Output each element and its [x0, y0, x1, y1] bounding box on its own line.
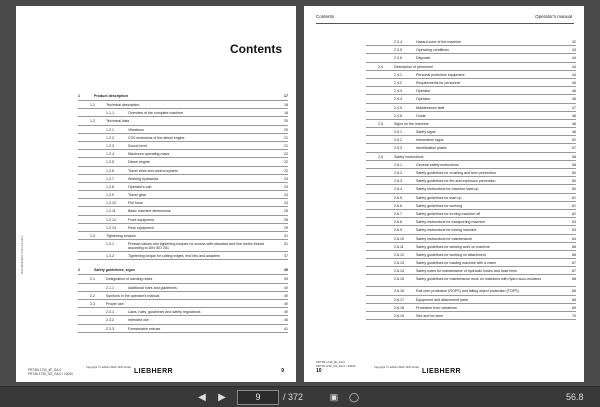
toc-entry[interactable]: [366, 267, 576, 275]
toc-entry-page: 63: [572, 228, 576, 233]
toc-entry-page: 41: [284, 326, 288, 331]
toc-entry[interactable]: [366, 177, 576, 185]
toc-entry-number: 2.4.1: [394, 72, 402, 77]
toc-entry[interactable]: [78, 101, 288, 109]
toc-entry-page: 39: [284, 277, 288, 282]
toc-entry[interactable]: [366, 169, 576, 177]
toc-entry[interactable]: [366, 95, 576, 103]
toc-entry-page: 60: [572, 179, 576, 184]
toc-entry-page: 20: [284, 119, 288, 124]
previous-page-icon[interactable]: ◀: [198, 392, 206, 403]
next-page-icon[interactable]: ▶: [218, 392, 226, 403]
toc-entry[interactable]: [366, 144, 576, 152]
liebherr-logo: LIEBHERR: [422, 368, 461, 375]
toc-entry[interactable]: [78, 224, 288, 232]
toc-entry-number: 1.2.13: [106, 225, 116, 230]
toc-entry[interactable]: [78, 275, 288, 283]
toc-entry[interactable]: [366, 87, 576, 95]
toc-entry[interactable]: [78, 240, 288, 252]
toc-entry[interactable]: [78, 142, 288, 150]
toc-entry[interactable]: [78, 308, 288, 316]
toc-entry[interactable]: [78, 316, 288, 324]
toc-entry-number: 2: [78, 268, 80, 273]
page-number-input[interactable]: 9: [237, 390, 279, 405]
toc-entry-number: 1.1.1: [106, 111, 114, 116]
toc-entry-title: Maximum operating mass: [128, 152, 170, 157]
toc-entry[interactable]: [78, 292, 288, 300]
toc-entry-page: 67: [572, 261, 576, 266]
toc-entry-number: 2.4.3: [394, 89, 402, 94]
toc-entry-page: 23: [284, 184, 288, 189]
toc-entry-page: 58: [572, 154, 576, 159]
toc-entry-title: Information signs: [416, 138, 444, 143]
viewer-toolbar: [0, 386, 600, 407]
toc-entry-title: Symbols in the operator's manual: [106, 293, 160, 298]
footer-code: PR736i-1730_4F_GA.0 PR736-1730_GS_GA.0 / 10034: [28, 368, 73, 376]
toc-entry-title: Technical description: [106, 103, 140, 107]
toc-entry-number: 2.3.6: [394, 56, 402, 61]
footer-code: PR736i-1730_4F_GA.0 PR736-1730_GS_GA.0 / 10034: [316, 360, 356, 368]
toc-entry-title: Overview of the complete machine: [128, 111, 184, 116]
toc-entry[interactable]: [366, 304, 576, 312]
toc-entry-number: 2.6.4: [394, 187, 402, 192]
toc-entry-page: 61: [572, 195, 576, 200]
toc-entry-page: 31: [284, 234, 288, 238]
toc-entry-number: 2.5.1: [394, 130, 402, 135]
toc-entry-title: General safety instructions: [416, 162, 459, 167]
toc-entry-title: Travel gear: [128, 193, 147, 198]
toc-entry-page: 64: [572, 236, 576, 241]
toc-entry-title: Tightening torques: [106, 234, 136, 238]
toc-entry-number: 1.2.10: [106, 201, 116, 206]
toc-entry-page: 62: [572, 211, 576, 216]
toc-entry[interactable]: [366, 243, 576, 251]
side-code: BAL/BAE/BAT 1733-01-2/01: [20, 236, 24, 274]
toc-entry-number: 1.3: [90, 234, 95, 238]
toc-entry-title: Guide: [416, 113, 426, 118]
toc-entry-number: 2.3.5: [394, 48, 402, 53]
toc-entry-number: 1.2.7: [106, 176, 114, 181]
toc-right: [366, 38, 576, 320]
toc-entry-number: 2.3.4: [394, 40, 402, 44]
toc-entry-page: 44: [572, 72, 576, 77]
toc-entry[interactable]: [78, 117, 288, 125]
toc-entry-number: 2.1: [90, 277, 95, 282]
toc-entry-number: 2.4.2: [394, 80, 402, 85]
toc-entry-number: 2.6.5: [394, 195, 402, 200]
toc-entry-number: 1.1: [90, 103, 95, 107]
toc-entry-page: 22: [284, 160, 288, 165]
toc-entry[interactable]: [366, 79, 576, 87]
toc-entry-page: 18: [284, 103, 288, 107]
toc-entry-number: 1.2.5: [106, 160, 114, 165]
toc-entry-title: Safety instructions for towing machine: [416, 228, 477, 233]
toc-entry-page: 68: [572, 277, 576, 282]
contents-title: Contents: [230, 42, 282, 56]
toc-entry[interactable]: [78, 183, 288, 191]
toc-entry-title: Personal protective equipment: [416, 72, 465, 77]
toc-entry-title: Maintenance staff: [416, 105, 445, 110]
toc-entry-number: 2.6.19: [394, 314, 404, 318]
toc-entry-number: 1.2.6: [106, 168, 114, 173]
toc-entry[interactable]: [366, 251, 576, 259]
toc-entry[interactable]: [78, 216, 288, 224]
toc-entry[interactable]: [366, 63, 576, 71]
toc-entry-title: Hazard zone of the machine: [416, 40, 461, 44]
toc-entry[interactable]: [366, 218, 576, 226]
toc-entry-title: Safety guidelines for loading machine with a crane: [416, 261, 497, 266]
toc-entry[interactable]: [78, 175, 288, 183]
toc-entry-title: See and be seen: [416, 314, 444, 318]
toc-entry-page: 25: [284, 209, 288, 214]
toc-entry-page: 61: [572, 203, 576, 208]
toc-entry[interactable]: [366, 235, 576, 243]
toc-entry-title: Safety guidelines for turning machine off: [416, 211, 481, 216]
toc-entry-title: Safety instructions for maintenance: [416, 236, 473, 241]
toc-entry-page: 63: [572, 220, 576, 225]
toc-entry-number: 2.5.2: [394, 138, 402, 143]
toc-entry-number: 2.6.6: [394, 203, 402, 208]
toc-entry[interactable]: [366, 54, 576, 62]
toc-entry-title: Safety guidelines for start up: [416, 195, 462, 200]
toc-entry-title: Proper use: [106, 301, 124, 306]
toc-entry-number: 2.4.6: [394, 113, 402, 118]
toc-entry-number: 2.6.11: [394, 244, 404, 249]
toc-entry-page: 40: [284, 301, 288, 306]
toc-entry-number: 2.5: [378, 121, 383, 126]
toc-entry-number: 2.6.1: [394, 162, 402, 167]
toc-entry[interactable]: [78, 266, 288, 275]
toc-entry-number: 1: [78, 94, 80, 98]
toc-entry-page: 40: [284, 285, 288, 290]
toc-entry[interactable]: [366, 153, 576, 161]
toc-entry-number: 2.6.16: [394, 289, 404, 294]
toc-entry-title: Protection from vibrations: [416, 305, 457, 310]
toc-entry[interactable]: [78, 191, 288, 199]
toc-entry-title: Vibrations: [128, 127, 144, 132]
toc-entry-page: 43: [572, 48, 576, 53]
toc-entry-number: 1.2.8: [106, 184, 114, 189]
toc-entry[interactable]: [78, 252, 288, 260]
toc-entry-title: Operator: [416, 89, 431, 94]
fit-page-icon[interactable]: ▣: [329, 392, 339, 402]
toc-entry-page: 48: [572, 113, 576, 118]
toc-entry-number: 1.2.12: [106, 217, 116, 222]
toc-entry[interactable]: [366, 46, 576, 54]
toc-entry[interactable]: [78, 207, 288, 215]
toc-entry-title: Safety guidelines for welding work on machine: [416, 244, 490, 249]
toc-entry[interactable]: [366, 161, 576, 169]
toc-entry[interactable]: [366, 275, 576, 287]
toc-entry[interactable]: [78, 158, 288, 166]
toc-entry-page: 31: [284, 242, 288, 247]
toc-entry-title: Laws, rules, guidelines and safety regulations: [128, 310, 201, 315]
toc-entry[interactable]: [78, 284, 288, 292]
toc-entry[interactable]: [366, 185, 576, 193]
toc-entry-title: CO2 emissions of the diesel engine: [128, 135, 185, 140]
toc-entry-title: Signs on the machine: [394, 121, 429, 126]
toc-entry-page: 48: [572, 130, 576, 135]
toc-entry-number: 2.6.15: [394, 277, 404, 282]
toc-entry-number: 1.3.2: [106, 254, 114, 259]
toc-entry-page: 45: [572, 80, 576, 85]
toc-entry-number: 2.3.2: [106, 318, 114, 323]
toc-entry-number: 2.4.5: [394, 105, 402, 110]
toc-entry-title: Rear equipment: [128, 225, 154, 230]
toc-entry-title: Technical data: [106, 119, 129, 124]
toc-entry[interactable]: [366, 38, 576, 46]
toc-entry-number: 2.2: [90, 293, 95, 298]
toc-entry-page: 44: [572, 64, 576, 69]
toc-entry[interactable]: [78, 167, 288, 175]
page-number: 9: [281, 368, 284, 374]
toc-entry-number: 2.4.4: [394, 97, 402, 102]
toc-entry-page: 58: [572, 162, 576, 167]
toc-entry-page: 23: [284, 176, 288, 181]
toc-entry-page: 46: [572, 89, 576, 94]
toc-entry-page: 39: [284, 268, 288, 273]
toc-entry-number: 1.2.4: [106, 152, 114, 157]
toc-entry[interactable]: [366, 312, 576, 320]
toc-entry-page: 18: [284, 111, 288, 116]
toc-entry-number: 2.3: [90, 301, 95, 306]
toc-entry-page: 17: [284, 94, 288, 98]
toc-entry-title: Pull force: [128, 201, 143, 206]
toc-entry-number: 2.3.1: [106, 310, 114, 315]
toc-entry-page: 42: [572, 40, 576, 44]
toc-entry-page: 29: [284, 225, 288, 230]
toc-entry-title: Safety instructions for transporting machine: [416, 220, 486, 225]
toc-entry-number: 1.3.1: [106, 242, 114, 247]
toc-entry-number: 2.6.8: [394, 220, 402, 225]
toc-entry-number: 2.3.3: [106, 326, 114, 331]
toc-entry-number: 2.1.1: [106, 285, 114, 290]
toc-entry-title: Working hydraulics: [128, 176, 159, 181]
toc-entry-page: 47: [572, 105, 576, 110]
toc-entry-page: 68: [572, 289, 576, 294]
toc-entry[interactable]: [78, 300, 288, 308]
toc-entry-title: Sound level: [128, 143, 147, 148]
toc-entry-number: 2.6.3: [394, 179, 402, 184]
toc-entry-title: Designation of warning notes: [106, 277, 153, 282]
toc-entry-number: 1.2.2: [106, 135, 114, 140]
toc-entry[interactable]: [78, 232, 288, 240]
toc-entry-number: 2.6.14: [394, 269, 404, 274]
toc-entry[interactable]: [366, 202, 576, 210]
toc-entry-number: 2.6.9: [394, 228, 402, 233]
toc-entry-page: 66: [572, 244, 576, 249]
toc-entry-number: 2.6.12: [394, 252, 404, 257]
toc-entry[interactable]: [78, 325, 288, 333]
toc-entry-title: Safety guidelines for working on attachment: [416, 252, 486, 257]
toc-entry-title: Diesel engine: [128, 160, 150, 165]
toc-entry[interactable]: [366, 259, 576, 267]
toc-entry[interactable]: [366, 120, 576, 128]
toc-entry-title: Product description: [94, 94, 128, 98]
toc-entry-title: Safety guidelines for working: [416, 203, 462, 208]
toc-entry-number: 2.6: [378, 154, 383, 159]
toc-entry-page: 46: [572, 97, 576, 102]
toc-entry-title: Operating conditions: [416, 48, 449, 53]
toc-entry-title: Safety signs: [416, 130, 436, 135]
toc-entry-title: Description of personnel: [394, 64, 433, 69]
toc-entry-page: 60: [572, 171, 576, 175]
toc-entry-page: 40: [284, 318, 288, 323]
toc-entry[interactable]: [366, 136, 576, 144]
footer-note: Copyright © Liebherr-Werk Telfs GmbH: [86, 366, 132, 369]
toc-entry-page: 24: [284, 193, 288, 198]
toc-entry-number: 1.2.11: [106, 209, 116, 214]
toc-entry[interactable]: [366, 296, 576, 304]
toc-entry-title: Travel drive and control system: [128, 168, 178, 173]
toc-entry-title: Safety guidelines, signs: [94, 268, 135, 273]
toc-entry-page: 24: [284, 201, 288, 206]
toc-entry[interactable]: [366, 194, 576, 202]
toc-entry-number: 1.2: [90, 119, 95, 124]
toc-entry-page: 68: [572, 297, 576, 302]
toc-entry-title: Safety instructions: [394, 154, 424, 159]
toc-entry-number: 2.6.7: [394, 211, 402, 216]
toc-entry-page: 67: [572, 269, 576, 274]
header-right: Operator's manual: [535, 14, 572, 19]
toc-entry-page: 22: [284, 152, 288, 157]
toc-entry-number: 1.2.9: [106, 193, 114, 198]
toc-entry-title: Additional rules and guidelines: [128, 285, 177, 290]
toc-entry-number: 2.4: [378, 64, 383, 69]
toc-entry[interactable]: [78, 199, 288, 207]
toc-entry[interactable]: [78, 134, 288, 142]
toc-entry-title: Operator's cab: [128, 184, 152, 189]
toc-entry[interactable]: [366, 104, 576, 112]
toc-entry-title: Safety instructions for machine start-up: [416, 187, 479, 192]
toc-entry-title: Intended use: [128, 318, 149, 323]
toc-entry-page: 44: [572, 56, 576, 61]
toc-entry[interactable]: [366, 128, 576, 136]
toc-entry-title: Safety guidelines for maintenance work on machines with hydro accu-mulators: [416, 277, 542, 282]
footer-note: Copyright © Liebherr-Werk Telfs GmbH: [374, 366, 420, 369]
toc-entry-number: 2.6.10: [394, 236, 404, 241]
toc-entry-page: 40: [284, 310, 288, 315]
toc-entry-title: Foreseeable misuse: [128, 326, 161, 331]
toc-entry[interactable]: [366, 226, 576, 234]
toc-entry-number: 2.5.3: [394, 146, 402, 151]
toc-entry-title: Tightening torque for cutting edges, end bits and adapters: [128, 254, 220, 259]
toc-entry[interactable]: [366, 71, 576, 79]
toc-entry[interactable]: [78, 109, 288, 117]
toc-entry[interactable]: [366, 287, 576, 295]
zoom-out-icon[interactable]: ◯: [348, 392, 360, 402]
toc-entry-page: 52: [572, 138, 576, 143]
toc-entry-title: Requirements for personnel: [416, 80, 461, 85]
toc-entry-page: 57: [572, 146, 576, 151]
toc-entry-page: 22: [284, 168, 288, 173]
toc-entry-number: 2.6.13: [394, 261, 404, 266]
toc-entry-title: Safety notes for maintenance of hydraulic hoses and hose lines: [416, 269, 517, 274]
header-left: Contents: [316, 14, 335, 19]
toc-entry-page: 60: [572, 187, 576, 192]
toc-entry-page: 21: [284, 135, 288, 140]
toc-entry-number: 1.2.1: [106, 127, 114, 132]
page-total: / 372: [283, 392, 304, 402]
toc-entry-number: 2.6.17: [394, 297, 404, 302]
page-right: [304, 6, 584, 382]
toc-entry-number: 2.6.18: [394, 305, 404, 310]
page-number: 10: [316, 368, 322, 374]
toc-entry-page: 48: [572, 121, 576, 126]
liebherr-logo: LIEBHERR: [134, 368, 173, 375]
toc-entry-title: Roll-over protection (ROPS) and falling object protection (FOPS): [416, 289, 519, 294]
toc-entry-page: 26: [284, 217, 288, 222]
toc-entry[interactable]: [366, 112, 576, 120]
toc-entry-number: 1.2.3: [106, 143, 114, 148]
toc-entry-title: Basic machine dimensions: [128, 209, 171, 214]
toc-entry[interactable]: [78, 92, 288, 101]
toc-entry-page: 69: [572, 305, 576, 310]
toc-entry-title: Identification plates: [416, 146, 447, 151]
toc-left: [78, 92, 288, 333]
toc-entry[interactable]: [78, 126, 288, 134]
zoom-level[interactable]: 56.8: [566, 392, 584, 402]
toc-entry-page: 21: [284, 143, 288, 148]
toc-entry-number: 2.6.2: [394, 171, 402, 175]
toc-entry-page: 70: [572, 314, 576, 318]
page-left: [16, 6, 296, 382]
toc-entry-title: Safety guidelines for fire and explosion prevention: [416, 179, 496, 184]
toc-entry-title: Equipment and attachment parts: [416, 297, 468, 302]
toc-entry-title: Disposal: [416, 56, 430, 61]
toc-entry-title: Preload values and tightening torques for screws with standard and fine metric thread according to DIN ISO 261: [128, 242, 264, 250]
toc-entry-title: Safety guidelines for crushing and burn prevention: [416, 171, 497, 175]
toc-entry-title: Front equipment: [128, 217, 155, 222]
toc-entry-page: 20: [284, 127, 288, 132]
toc-entry[interactable]: [78, 150, 288, 158]
header-divider: [316, 23, 574, 24]
toc-entry-title: Operator: [416, 97, 431, 102]
toc-entry[interactable]: [366, 210, 576, 218]
toc-entry-page: 66: [572, 252, 576, 257]
toc-entry-page: 40: [284, 293, 288, 298]
toc-entry-page: 37: [284, 254, 288, 259]
